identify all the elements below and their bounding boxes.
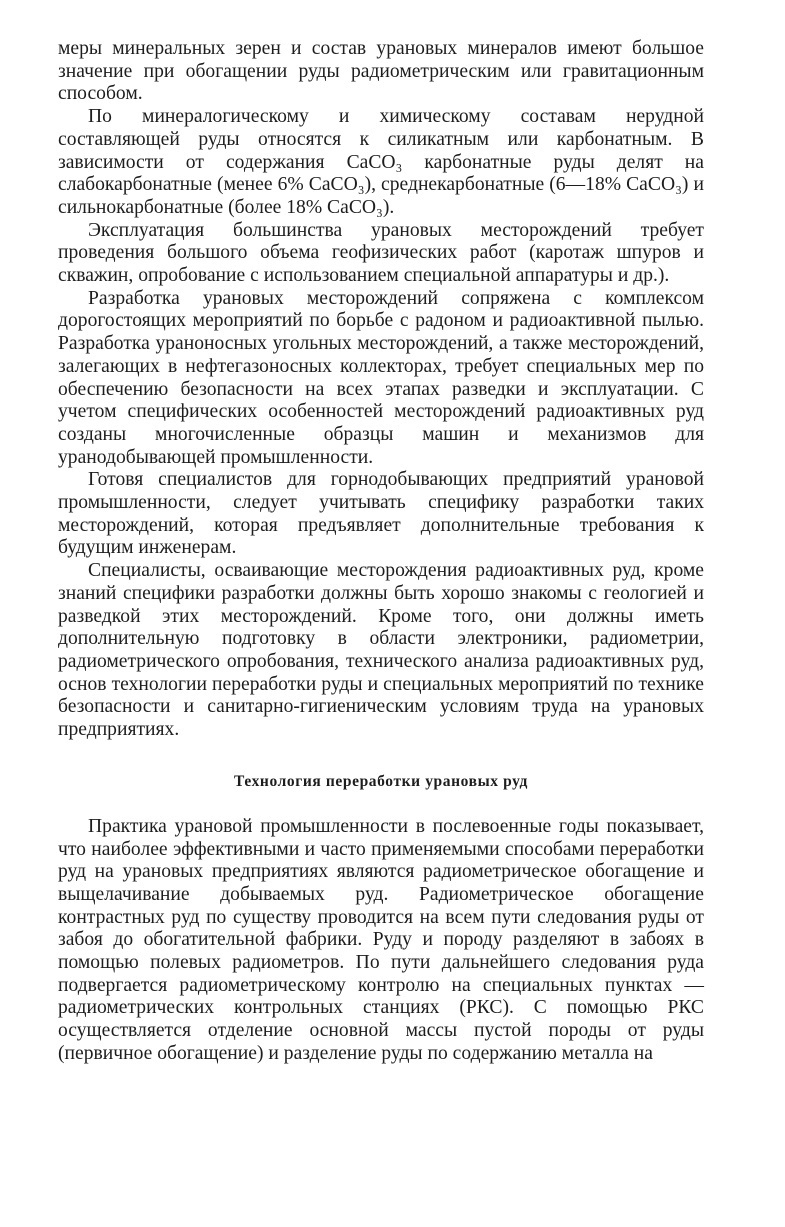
paragraph-geophysics: Эксплуатация большинства урановых месторождений требует проведения большого объема геофизических работ (каротаж шпуров и скважин, опробование с использованием специальной аппаратуры и др.).	[58, 219, 704, 287]
paragraph-radon-safety: Разработка урановых месторождений сопряжена с комплексом дорогостоящих мероприятий по борьбе с радоном и радиоактивной пылью. Разработка ураноносных угольных месторождений, а также месторождений, залегающих в нефтегазоносных коллекторах, требует специальных мер по обеспечению безопасности на всех этапах разведки и эксплуатации. С учетом специфических особенностей месторождений радиоактивных руд созданы многочисленные образцы машин и механизмов для уранодобывающей промышленности.	[58, 287, 704, 468]
paragraph-ore-composition: По минералогическому и химическому составам нерудной составляющей руды относятся к силикатным или карбонатным. В зависимости от содержания CaCO₃ карбонатные руды делят на слабокарбонатные (менее 6% CaCO₃), среднекарбонатные (6—18% CaCO₃) и сильнокарбонатные (более 18% CaCO₃).	[58, 106, 704, 218]
paragraph-training: Готовя специалистов для горнодобывающих предприятий урановой промышленности, следует учитывать специфику разработки таких месторождений, которая предъявляет дополнительные требования к будущим инженерам.	[58, 469, 704, 559]
section-heading: Технология переработки урановых руд	[234, 772, 528, 790]
paragraph-processing: Практика урановой промышленности в послевоенные годы показывает, что наиболее эффективными и часто применяемыми способами переработки руд на урановых предприятиях являются радиометрическое обогащение и выщелачивание добываемых руд. Радиометрическое обогащение контрастных руд по существу проводится на всем пути следования руды от забоя до обогатительной фабрики. Руду и породу разделяют в забоях в помощью полевых радиометров. По пути дальнейшего следования руда подвергается радиометрическому контролю на специальных пунктах — радиометрических контрольных станциях (РКС). С помощью РКС осуществляется отделение основной массы пустой породы от руды (первичное обогащение) и разделение руды по содержанию металла на	[58, 815, 704, 1064]
paragraph-continuation: меры минеральных зерен и состав урановых минералов имеют большое значение при обогащении руды радиометрическим или гравитационным способом.	[58, 38, 704, 105]
document-page	[58, 38, 704, 1066]
paragraph-specialists: Специалисты, осваивающие месторождения радиоактивных руд, кроме знаний специфики разработки должны быть хорошо знакомы с геологией и разведкой этих месторождений. Кроме того, они должны иметь дополнительную подготовку в области электроники, радиометрии, радиометрического опробования, технического анализа радиоактивных руд, основ технологии переработки руды и специальных мероприятий по технике безопасности и санитарно-гигиеническим условиям труда на урановых предприятиях.	[58, 560, 704, 741]
